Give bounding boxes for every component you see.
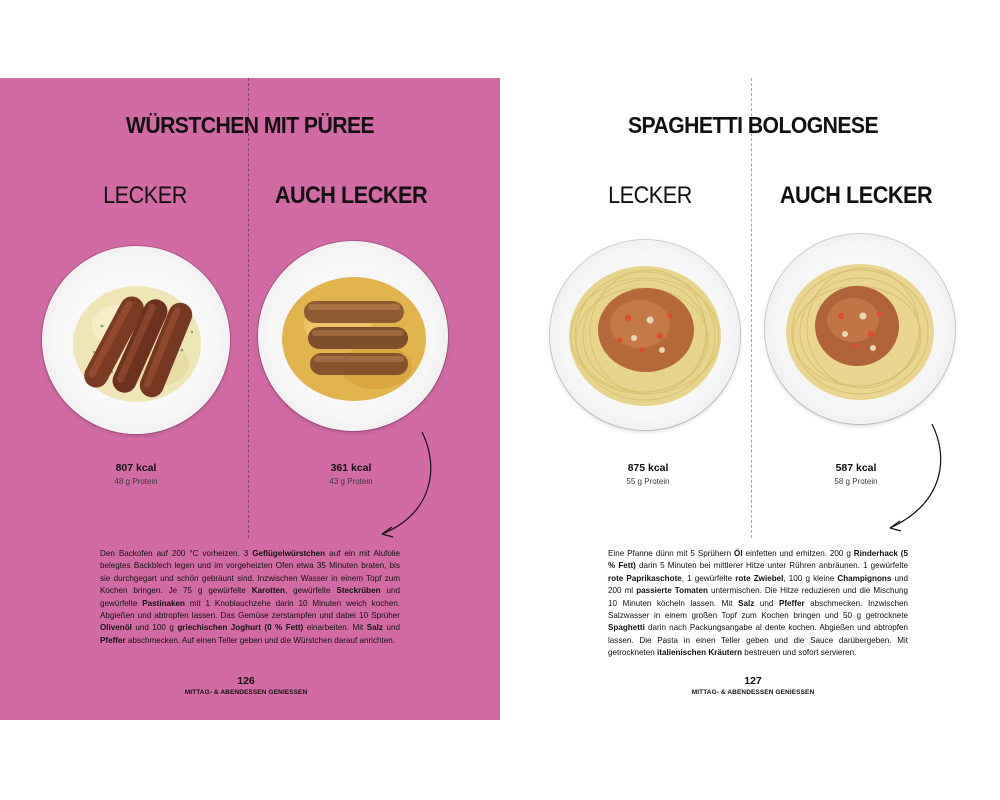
- section-title: MITTAG- & ABENDESSEN GENIESSEN: [691, 689, 815, 696]
- body-text-segment: Den Backofen auf 200 °C vorheizen. 3: [100, 549, 253, 558]
- option-b-kcal: 587 kcal: [835, 462, 877, 474]
- body-text-segment: und: [382, 623, 400, 633]
- body-text-segment: und 100 g: [131, 623, 178, 633]
- ingredient-highlight: rote Zwiebel: [735, 573, 784, 583]
- recipe-instructions: [100, 548, 400, 647]
- ingredient-highlight: Geflügelwürstchen: [252, 549, 326, 558]
- ingredient-highlight: Olivenöl: [100, 623, 132, 633]
- recipe-title: WÜRSTCHEN MIT PÜREE: [125, 112, 375, 138]
- ingredient-highlight: rote Paprikaschote: [608, 573, 682, 583]
- option-a-protein: 48 g Protein: [114, 477, 158, 486]
- body-text-segment: untermischen. Die Hitze reduzieren und die Mischung 10 Minuten köcheln lassen. Mit: [608, 586, 909, 608]
- body-text-segment: , gewürfelte: [284, 586, 337, 596]
- ingredient-highlight: Pastinaken: [142, 598, 185, 608]
- page-number: 126: [237, 675, 255, 687]
- section-title: MITTAG- & ABENDESSEN GENIESSEN: [184, 689, 308, 696]
- spaghetti-bolognese-light-plate-image: [765, 234, 955, 424]
- ingredient-highlight: griechischen Joghurt (0 % Fett): [177, 623, 304, 633]
- option-b-protein: 58 g Protein: [834, 477, 878, 486]
- body-text-segment: abschmecken. Auf einen Teller geben und die Würstchen darauf anrichten.: [125, 635, 396, 645]
- option-b-label: AUCH LECKER: [779, 182, 933, 209]
- ingredient-highlight: Salz: [366, 623, 383, 633]
- body-text-segment: auf ein mit Alufolie belegtes Backblech legen und im vorgeheizten Ofen etwa 35 Minuten braten, bis sie durchgegart und schön gebräunt sind. Inzwischen Wasser in einem Topf zum Kochen bringen. Je 75 g gewürfelte: [100, 549, 400, 596]
- body-text-segment: und: [754, 598, 779, 608]
- ingredient-highlight: Pfeffer: [100, 635, 126, 645]
- body-text-segment: abschmecken. Inzwischen Salzwasser in einem großen Topf zum Kochen bringen und 50 g getrocknete: [608, 598, 908, 621]
- option-a-kcal: 807 kcal: [115, 462, 157, 474]
- ingredient-highlight: Karotten: [251, 586, 285, 596]
- body-text-segment: und 200 ml: [608, 573, 908, 596]
- option-b-kcal: 361 kcal: [330, 462, 372, 474]
- ingredient-highlight: Pfeffer: [778, 598, 805, 608]
- ingredient-highlight: Spaghetti: [608, 623, 645, 633]
- page-number: 127: [744, 675, 762, 687]
- option-a-label: LECKER: [608, 182, 692, 209]
- option-a-kcal: 875 kcal: [627, 462, 669, 474]
- book-spread: [0, 78, 1000, 720]
- body-text-segment: , 100 g kleine: [783, 573, 838, 583]
- ingredient-highlight: passierte Tomaten: [636, 586, 708, 596]
- body-text-segment: , 1 gewürfelte: [681, 573, 736, 583]
- body-text-segment: einfetten und erhitzen. 200 g: [742, 549, 854, 558]
- body-text-segment: bestreuen und sofort servieren.: [742, 648, 857, 658]
- body-text-segment: Eine Pfanne dünn mit 5 Sprühern: [608, 549, 735, 558]
- column-divider: [751, 78, 752, 538]
- left-page: [0, 78, 500, 720]
- option-b-label: AUCH LECKER: [274, 182, 428, 209]
- ingredient-highlight: Salz: [738, 598, 755, 608]
- recipe-title: SPAGHETTI BOLOGNESE: [627, 112, 879, 138]
- spaghetti-bolognese-plate-image: [550, 240, 740, 430]
- body-text-segment: einarbeiten. Mit: [303, 623, 367, 633]
- body-text-segment: darin nach Packungsangabe al dente kochen. Abgießen und abtropfen lassen. Die Pasta in einen Teller geben und die Sauce darübergeben. Mit getrockneten: [608, 623, 908, 658]
- sausage-mash-plate-image: [42, 246, 230, 434]
- ingredient-highlight: Champignons: [837, 573, 892, 583]
- ingredient-highlight: Steckrüben: [336, 586, 381, 596]
- option-a-label: LECKER: [103, 182, 187, 209]
- ingredient-highlight: Öl: [734, 549, 743, 558]
- option-a-protein: 55 g Protein: [626, 477, 670, 486]
- recipe-instructions: [608, 548, 908, 660]
- option-b-protein: 43 g Protein: [329, 477, 373, 486]
- body-text-segment: und gewürfelte: [100, 586, 400, 608]
- right-page: [500, 78, 1000, 720]
- body-text-segment: mit 1 Knoblauchzehe darin 10 Minuten weich kochen. Abgießen und abtropfen lassen. Das Gemüse zerstampfen und dabei 10 Sprüher: [100, 598, 400, 621]
- column-divider: [248, 78, 249, 538]
- body-text-segment: darin 5 Minuten bei mittlerer Hitze unter Rühren anbräunen. 1 gewürfelte: [635, 561, 908, 571]
- ingredient-highlight: italienischen Kräutern: [657, 648, 743, 658]
- chicken-sausage-veg-mash-plate-image: [258, 241, 448, 431]
- ingredient-highlight: Rinderhack (5 % Fett): [608, 549, 909, 571]
